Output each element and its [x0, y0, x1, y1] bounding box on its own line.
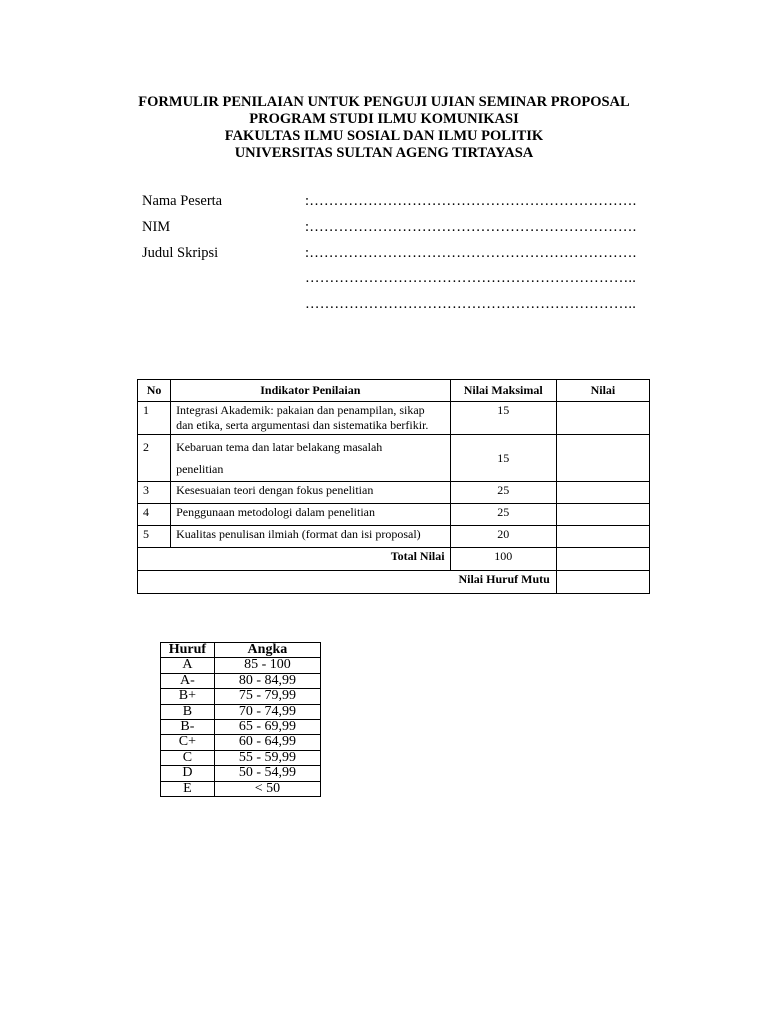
nama-label: Nama Peserta [142, 193, 223, 209]
row-indikator: Penggunaan metodologi dalam penelitian [171, 504, 451, 526]
grade-header-row [161, 643, 321, 658]
grade-letter: A [161, 658, 215, 673]
table-row [138, 402, 650, 435]
grade-range: 75 - 79,99 [214, 689, 320, 704]
row-nilai-input[interactable] [556, 482, 649, 504]
heading-line-4: UNIVERSITAS SULTAN AGENG TIRTAYASA [234, 145, 534, 161]
row-indikator [171, 435, 451, 482]
header-angka: Angka [214, 643, 320, 658]
grade-range: 55 - 59,99 [214, 750, 320, 765]
score-header-row [138, 380, 650, 402]
total-row [138, 548, 650, 571]
nama-field: :…………………………………………………………. [305, 193, 637, 209]
grade-letter: A- [161, 673, 215, 688]
header-no: No [138, 380, 171, 402]
heading-line-3: FAKULTAS ILMU SOSIAL DAN ILMU POLITIK [224, 128, 544, 144]
nim-label: NIM [142, 218, 171, 235]
nim-field: :…………………………………………………………. [305, 218, 637, 235]
row-nilai-maksimal: 25 [450, 504, 556, 526]
grade-range: 85 - 100 [214, 658, 320, 673]
grade-row [161, 673, 321, 688]
header-nilai: Nilai [556, 380, 649, 402]
table-row [138, 435, 650, 482]
grade-range: 50 - 54,99 [214, 766, 320, 781]
header-nilai-maksimal: Nilai Maksimal [450, 380, 556, 402]
participant-info [142, 193, 662, 322]
judul-field-line-3: ………………………………………………………….. [305, 296, 637, 313]
row-no: 5 [138, 526, 171, 548]
grade-letter: C+ [161, 735, 215, 750]
judul-label: Judul Skripsi [142, 244, 219, 261]
grade-letter: E [161, 781, 215, 796]
grade-letter: C [161, 750, 215, 765]
grade-range: 70 - 74,99 [214, 704, 320, 719]
row-indikator: Kesesuaian teori dengan fokus penelitian [171, 482, 451, 504]
row-indikator-line-1: Kebaruan tema dan latar belakang masalah [176, 440, 383, 454]
row-nilai-maksimal: 15 [450, 402, 556, 435]
grade-row [161, 750, 321, 765]
row-nilai-input[interactable] [556, 526, 649, 548]
total-label: Total Nilai [138, 548, 451, 571]
table-row [138, 504, 650, 526]
grade-row [161, 735, 321, 750]
judul-field-line-2: ………………………………………………………….. [305, 270, 637, 287]
grade-letter: D [161, 766, 215, 781]
grade-row [161, 658, 321, 673]
nim-row [142, 219, 662, 245]
judul-row-2 [142, 270, 662, 296]
row-no: 3 [138, 482, 171, 504]
row-no: 1 [138, 402, 171, 435]
judul-row [142, 245, 662, 271]
grade-row [161, 689, 321, 704]
row-indikator-line-2: penelitian [176, 462, 224, 476]
grade-range: 65 - 69,99 [214, 720, 320, 735]
total-max: 100 [450, 548, 556, 571]
grade-row [161, 704, 321, 719]
row-nilai-input[interactable] [556, 435, 649, 482]
row-indikator: Kualitas penulisan ilmiah (format dan isi proposal) [171, 526, 451, 548]
mutu-input[interactable] [556, 571, 649, 594]
row-nilai-input[interactable] [556, 402, 649, 435]
judul-row-3 [142, 296, 662, 322]
grade-letter: B- [161, 720, 215, 735]
judul-field: :…………………………………………………………. [305, 244, 637, 261]
row-no: 2 [138, 435, 171, 482]
table-row [138, 482, 650, 504]
grade-range: 60 - 64,99 [214, 735, 320, 750]
heading-line-1: FORMULIR PENILAIAN UNTUK PENGUJI UJIAN SEMINAR PROPOSAL [138, 94, 630, 110]
mutu-label: Nilai Huruf Mutu [138, 571, 557, 594]
grade-row [161, 781, 321, 796]
grade-table [160, 642, 321, 797]
header-indikator: Indikator Penilaian [171, 380, 451, 402]
score-table [137, 379, 650, 594]
form-heading [0, 94, 768, 162]
row-nilai-maksimal: 15 [450, 435, 556, 482]
total-nilai-input[interactable] [556, 548, 649, 571]
grade-range: < 50 [214, 781, 320, 796]
header-huruf: Huruf [161, 643, 215, 658]
heading-line-2: PROGRAM STUDI ILMU KOMUNIKASI [249, 111, 519, 127]
grade-letter: B+ [161, 689, 215, 704]
grade-letter: B [161, 704, 215, 719]
grade-range: 80 - 84,99 [214, 673, 320, 688]
grade-row [161, 766, 321, 781]
row-nilai-maksimal: 20 [450, 526, 556, 548]
row-nilai-input[interactable] [556, 504, 649, 526]
table-row [138, 526, 650, 548]
grade-row [161, 720, 321, 735]
mutu-row [138, 571, 650, 594]
row-indikator: Integrasi Akademik: pakaian dan penampilan, sikap dan etika, serta argumentasi dan sistematika berfikir. [171, 402, 451, 435]
row-no: 4 [138, 504, 171, 526]
nama-row [142, 193, 662, 219]
row-nilai-maksimal: 25 [450, 482, 556, 504]
